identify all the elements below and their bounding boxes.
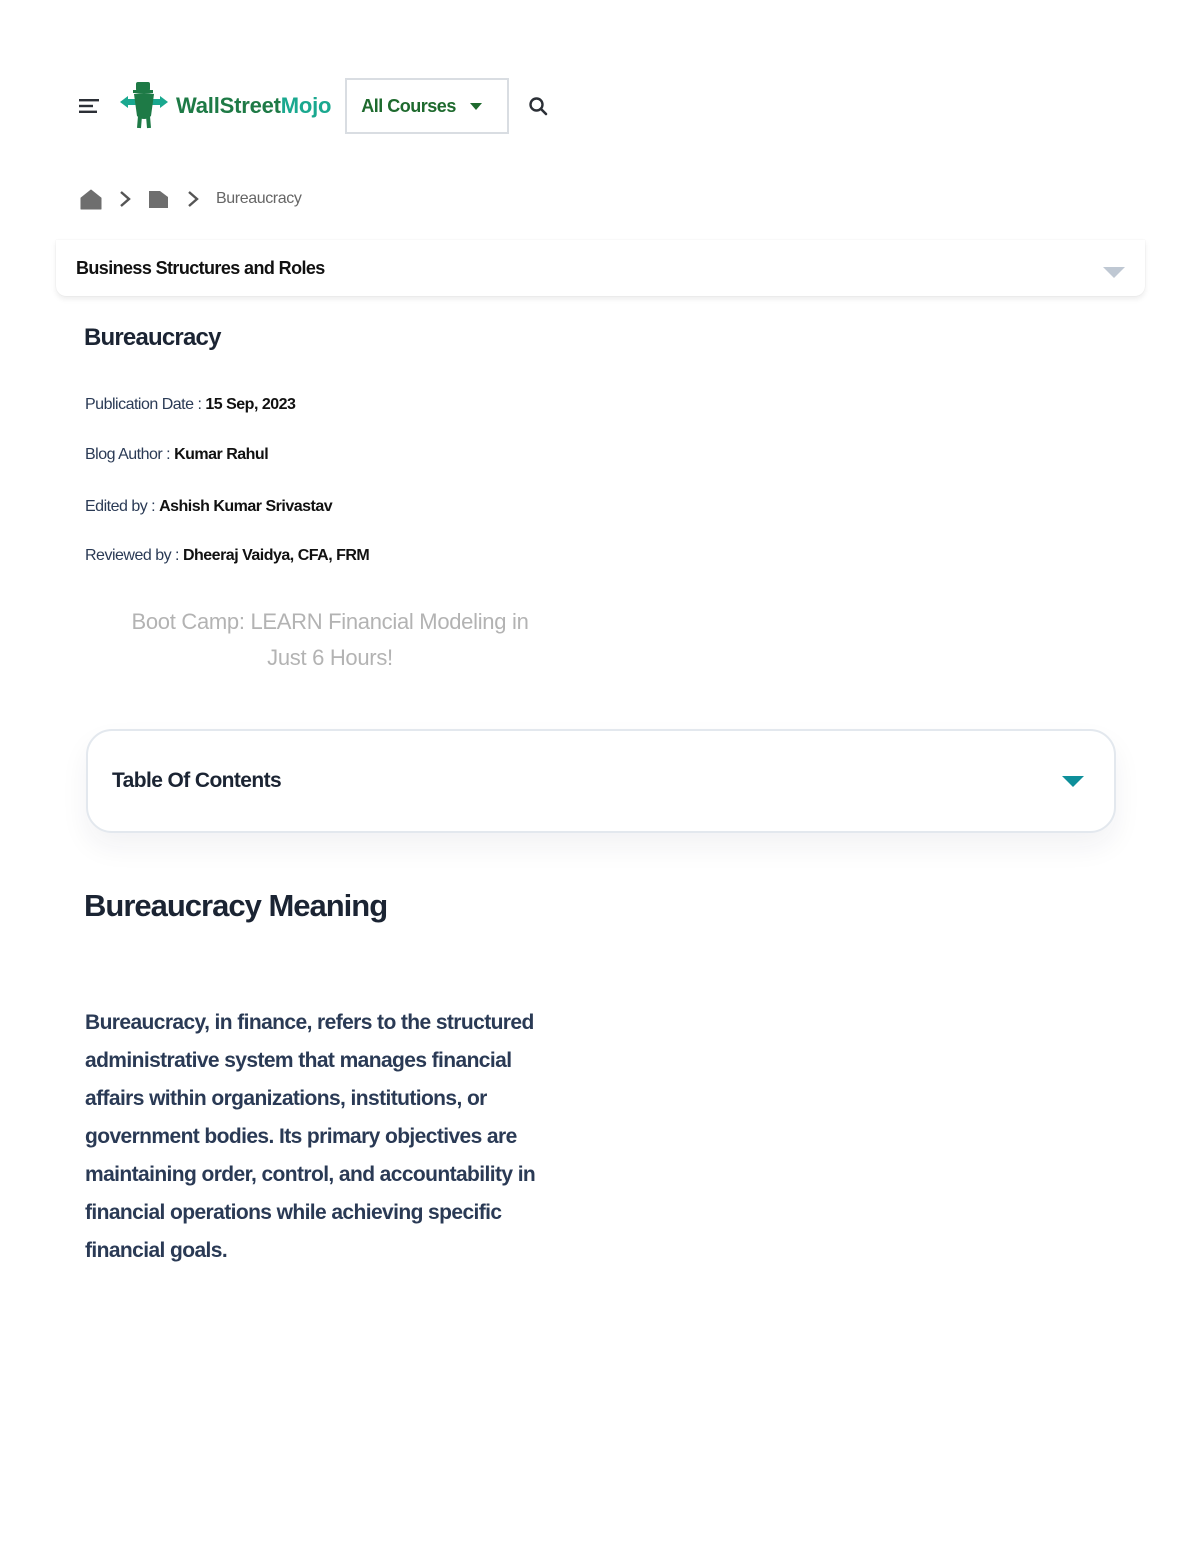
publication-date-value: 15 Sep, 2023 [205,396,296,413]
edited-by-value[interactable]: Ashish Kumar Srivastav [159,498,333,515]
breadcrumb [80,186,301,212]
site-header [78,78,549,134]
category-title: Business Structures and Roles [76,257,325,278]
publication-date-label: Publication Date : [85,396,202,413]
bootcamp-line-2: Just 6 Hours! [267,645,393,670]
search-icon[interactable] [527,95,549,117]
menu-icon[interactable] [78,95,100,117]
caret-down-icon [470,103,482,110]
chevron-right-icon [186,189,200,209]
reviewed-by [85,547,369,565]
caret-down-icon [1103,267,1125,278]
folder-icon[interactable] [148,188,170,210]
body-paragraph: Bureaucracy, in finance, refers to the structured administrative system that manages financial affairs within organizations, institutions, or government bodies. Its primary objectives are maintaining order, control, and accountability in financial operations while achieving specific financial goals. [85,1011,536,1262]
reviewed-by-value[interactable]: Dheeraj Vaidya, CFA, FRM [182,547,370,564]
category-dropdown[interactable] [56,240,1145,296]
all-courses-dropdown[interactable] [345,78,509,134]
chevron-right-icon [118,189,132,209]
blog-author [85,446,268,464]
bootcamp-banner[interactable] [110,604,550,676]
blog-author-label: Blog Author : [85,446,171,463]
logo-mascot-icon [118,80,170,132]
table-of-contents-toggle[interactable] [86,729,1116,833]
page-title: Bureaucracy [84,324,221,351]
toc-title: Table Of Contents [112,769,282,792]
caret-down-icon [1062,776,1084,787]
logo-text [176,93,331,119]
logo-text-part1: WallStreet [176,93,281,118]
reviewed-by-label: Reviewed by : [85,547,179,564]
breadcrumb-current: Bureaucracy [216,190,302,207]
site-logo[interactable] [118,80,331,132]
all-courses-label: All Courses [361,95,456,116]
publication-date [85,396,295,414]
logo-text-part2: Mojo [280,93,332,118]
blog-author-value[interactable]: Kumar Rahul [174,446,269,463]
edited-by-label: Edited by : [85,498,156,515]
edited-by [85,498,332,516]
bootcamp-line-1: Boot Camp: LEARN Financial Modeling in [131,609,529,634]
section-heading: Bureaucracy Meaning [84,888,388,923]
home-icon[interactable] [80,188,102,210]
